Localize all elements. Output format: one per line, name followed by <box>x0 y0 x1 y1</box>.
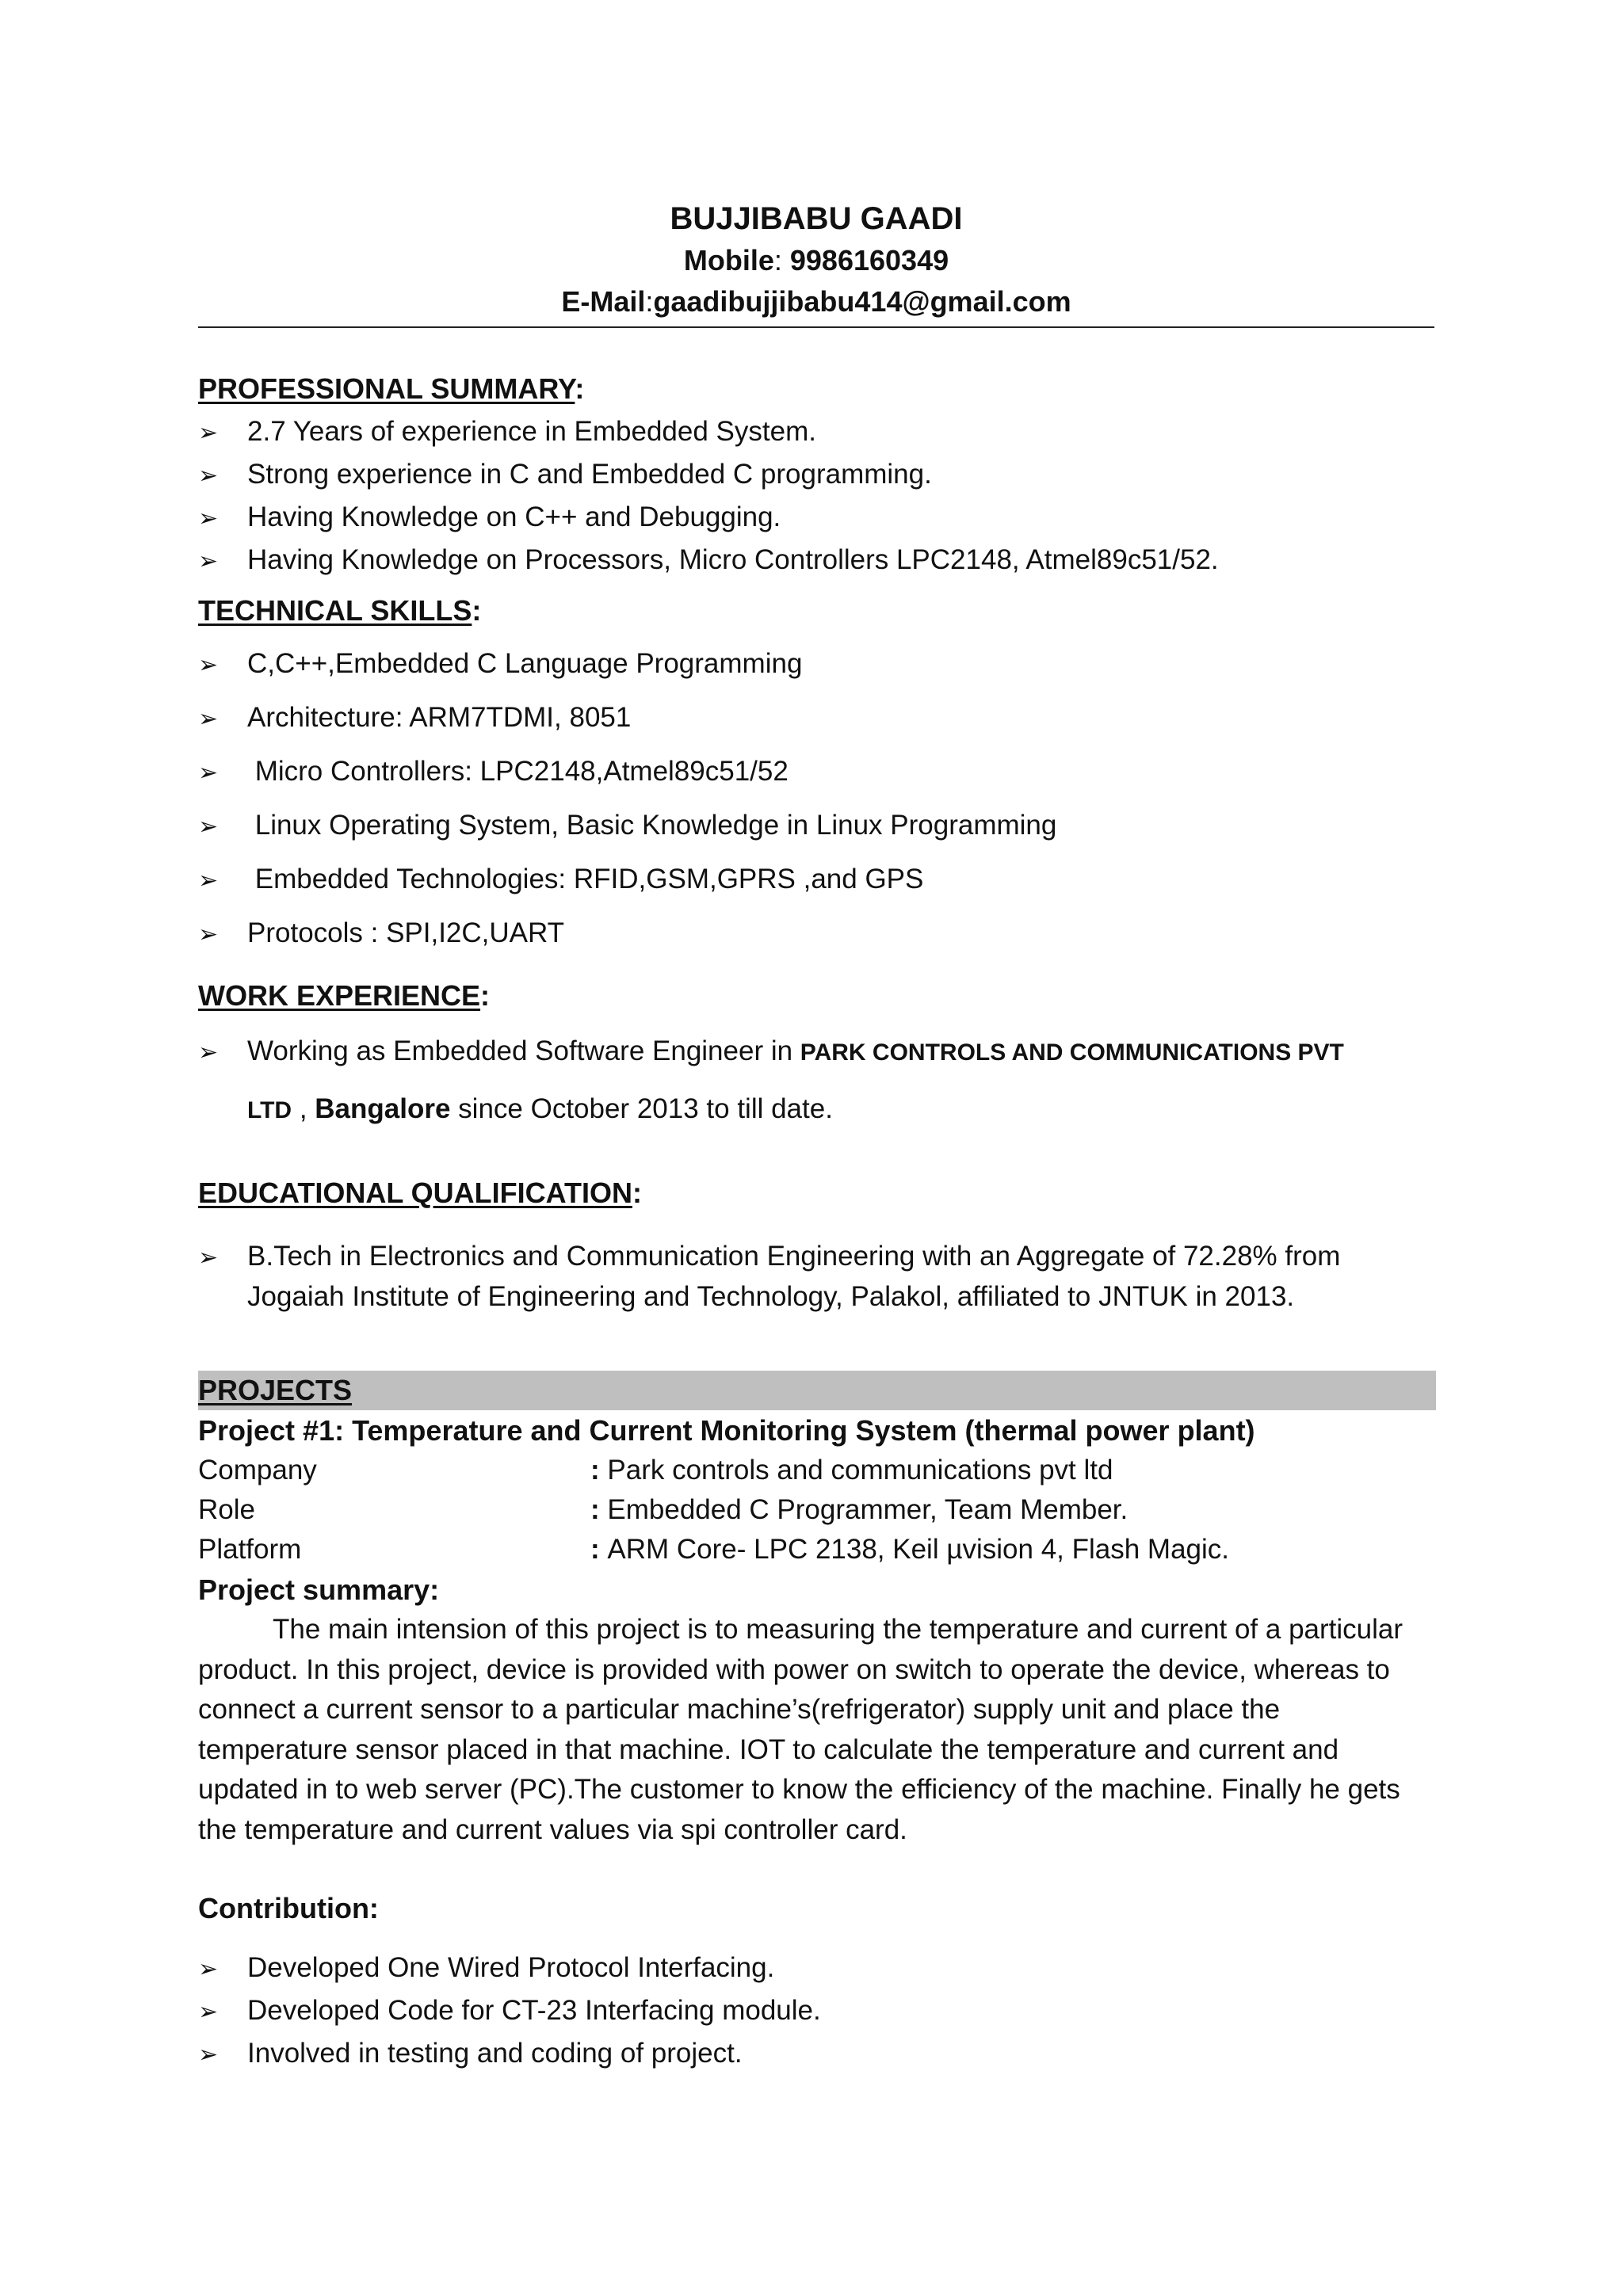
arrow-bullet-icon: ➢ <box>198 505 219 532</box>
arrow-bullet-icon: ➢ <box>198 1245 219 1271</box>
company-name: PARK CONTROLS AND COMMUNICATIONS PVT <box>800 1039 1344 1066</box>
mobile-separator: : <box>773 244 790 277</box>
skill-item: ➢ Linux Operating System, Basic Knowledge in Linux Programming <box>198 810 1057 841</box>
skill-item: ➢ Protocols : SPI,I2C,UART <box>198 917 565 948</box>
summary-item: ➢ Strong experience in C and Embedded C programming. <box>198 459 932 490</box>
candidate-name: BUJJIBABU GAADI <box>670 201 963 236</box>
project-title: Project #1: Temperature and Current Monitoring System (thermal power plant) <box>198 1414 1255 1447</box>
project-field-value: : Embedded C Programmer, Team Member. <box>590 1494 1128 1525</box>
project-field-label: Platform <box>198 1534 302 1565</box>
contribution-item: ➢ Developed Code for CT-23 Interfacing module. <box>198 1995 821 2026</box>
arrow-bullet-icon: ➢ <box>198 1039 219 1066</box>
work-item-continuation: LTD , Bangalore since October 2013 to till date. <box>247 1093 833 1124</box>
work-item: ➢ Working as Embedded Software Engineer in PARK CONTROLS AND COMMUNICATIONS PVT <box>198 1035 1344 1066</box>
work-experience-heading: WORK EXPERIENCE: <box>198 979 491 1012</box>
education-item <box>198 1241 247 1272</box>
arrow-bullet-icon: ➢ <box>198 548 219 574</box>
mobile-number: 9986160349 <box>789 244 949 277</box>
arrow-bullet-icon: ➢ <box>198 2042 219 2068</box>
email-separator: : <box>645 285 654 318</box>
contribution-item: ➢ Involved in testing and coding of project. <box>198 2038 743 2069</box>
email-line <box>198 285 1434 318</box>
arrow-bullet-icon: ➢ <box>198 420 219 446</box>
contribution-item: ➢ Developed One Wired Protocol Interfacing. <box>198 1952 775 1983</box>
project-field-value: : ARM Core- LPC 2138, Keil µvision 4, Flash Magic. <box>590 1534 1230 1565</box>
skill-item: ➢ Embedded Technologies: RFID,GSM,GPRS ,and GPS <box>198 864 924 894</box>
company-name-suffix: LTD <box>247 1097 292 1123</box>
professional-summary-heading: PROFESSIONAL SUMMARY: <box>198 372 585 405</box>
education-heading: EDUCATIONAL QUALIFICATION: <box>198 1177 642 1209</box>
project-summary-text: The main intension of this project is to measuring the temperature and current of a particular product. In this project, device is provided with power on switch to operate the device, whereas to connect a current sensor to a particular machine’s(refrigerator) supply unit and place the temperature sensor placed in that machine. IOT to calculate the temperature and current and updated in to web server (PC).The customer to know the efficiency of the machine. Finally he gets the temperature and current values via spi controller card. <box>198 1614 1403 1845</box>
project-field-label: Company <box>198 1455 317 1486</box>
skill-item: ➢ C,C++,Embedded C Language Programming <box>198 648 803 679</box>
arrow-bullet-icon: ➢ <box>198 706 219 732</box>
arrow-bullet-icon: ➢ <box>198 760 219 786</box>
summary-item: ➢ Having Knowledge on Processors, Micro Controllers LPC2148, Atmel89c51/52. <box>198 544 1219 575</box>
arrow-bullet-icon: ➢ <box>198 463 219 489</box>
skill-item: ➢ Architecture: ARM7TDMI, 8051 <box>198 702 632 733</box>
work-city: Bangalore <box>315 1093 451 1124</box>
mobile-label: Mobile <box>683 244 774 277</box>
header-divider <box>198 326 1434 328</box>
skill-item: ➢ Micro Controllers: LPC2148,Atmel89c51/52 <box>198 756 789 787</box>
projects-heading-bar <box>198 1371 1436 1410</box>
arrow-bullet-icon: ➢ <box>198 652 219 678</box>
project-field-value: : Park controls and communications pvt ltd <box>590 1455 1113 1486</box>
education-text: B.Tech in Electronics and Communication Engineering with an Aggregate of 72.28% from Jogaiah Institute of Engineering and Technology, Palakol, affiliated to JNTUK in 2013. <box>247 1241 1341 1312</box>
project-field-label: Role <box>198 1494 255 1525</box>
summary-item: ➢ Having Knowledge on C++ and Debugging. <box>198 502 781 532</box>
project-summary-heading: Project summary: <box>198 1573 440 1606</box>
technical-skills-heading: TECHNICAL SKILLS: <box>198 594 482 627</box>
arrow-bullet-icon: ➢ <box>198 814 219 840</box>
contribution-heading: Contribution: <box>198 1892 379 1924</box>
projects-heading: PROJECTS <box>198 1374 353 1406</box>
mobile-line <box>198 244 1434 277</box>
summary-item: ➢ 2.7 Years of experience in Embedded System. <box>198 416 816 447</box>
email-label: E-Mail <box>561 285 646 318</box>
arrow-bullet-icon: ➢ <box>198 1999 219 2025</box>
arrow-bullet-icon: ➢ <box>198 868 219 894</box>
arrow-bullet-icon: ➢ <box>198 1956 219 1982</box>
email-address: gaadibujjibabu414@gmail.com <box>653 285 1071 318</box>
arrow-bullet-icon: ➢ <box>198 921 219 948</box>
